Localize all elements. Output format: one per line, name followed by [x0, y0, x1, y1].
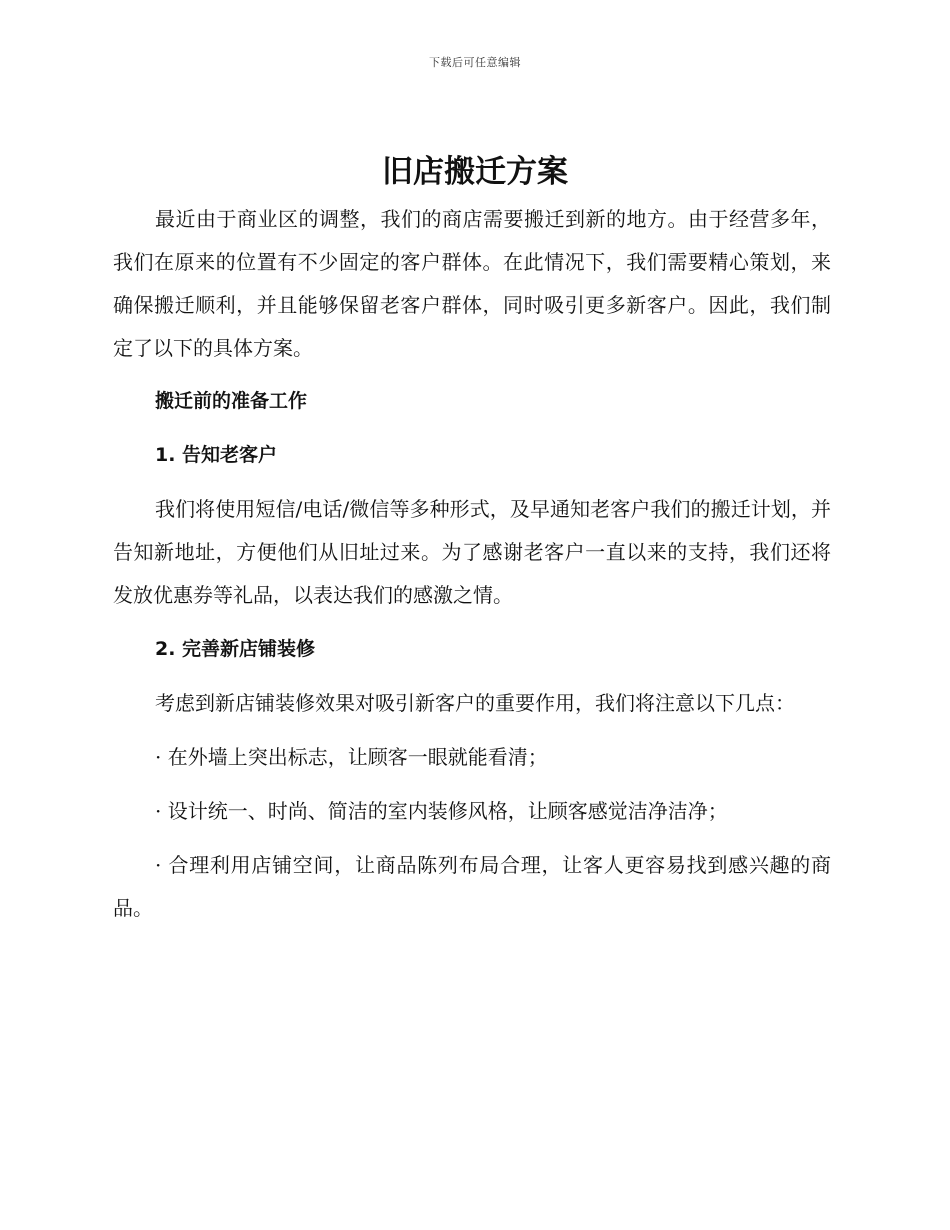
bullet-item: · 设计统一、时尚、简洁的室内装修风格，让顾客感觉洁净洁净；: [155, 799, 728, 823]
document-title: 旧店搬迁方案: [382, 154, 568, 190]
section-heading: 搬迁前的准备工作: [155, 390, 308, 412]
item2-paragraph: 考虑到新店铺装修效果对吸引新客户的重要作用，我们将注意以下几点：: [155, 691, 795, 715]
item1-heading: 1. 告知老客户: [155, 444, 278, 466]
intro-paragraph: 最近由于商业区的调整，我们的商店需要搬迁到新的地方。由于经营多年，我们在原来的位置有不少固定的客户群体。在此情况下，我们需要精心策划，来确保搬迁顺利，并且能够保留老客户群体，同时吸引更多新客户。因此，我们制定了以下的具体方案。: [113, 207, 831, 360]
bullet-item: · 合理利用店铺空间，让商品陈列布局合理，让客人更容易找到感兴趣的商品。: [113, 853, 831, 920]
item2-heading: 2. 完善新店铺装修: [155, 638, 316, 660]
bullet-item: · 在外墙上突出标志，让顾客一眼就能看清；: [155, 745, 548, 769]
item1-paragraph: 我们将使用短信/电话/微信等多种形式，及早通知老客户我们的搬迁计划，并告知新地址，方便他们从旧址过来。为了感谢老客户一直以来的支持，我们还将发放优惠券等礼品，以表达我们的感激之情。: [113, 497, 831, 607]
page-header-note: 下载后可任意编辑: [429, 56, 521, 69]
document-body: [113, 198, 831, 941]
